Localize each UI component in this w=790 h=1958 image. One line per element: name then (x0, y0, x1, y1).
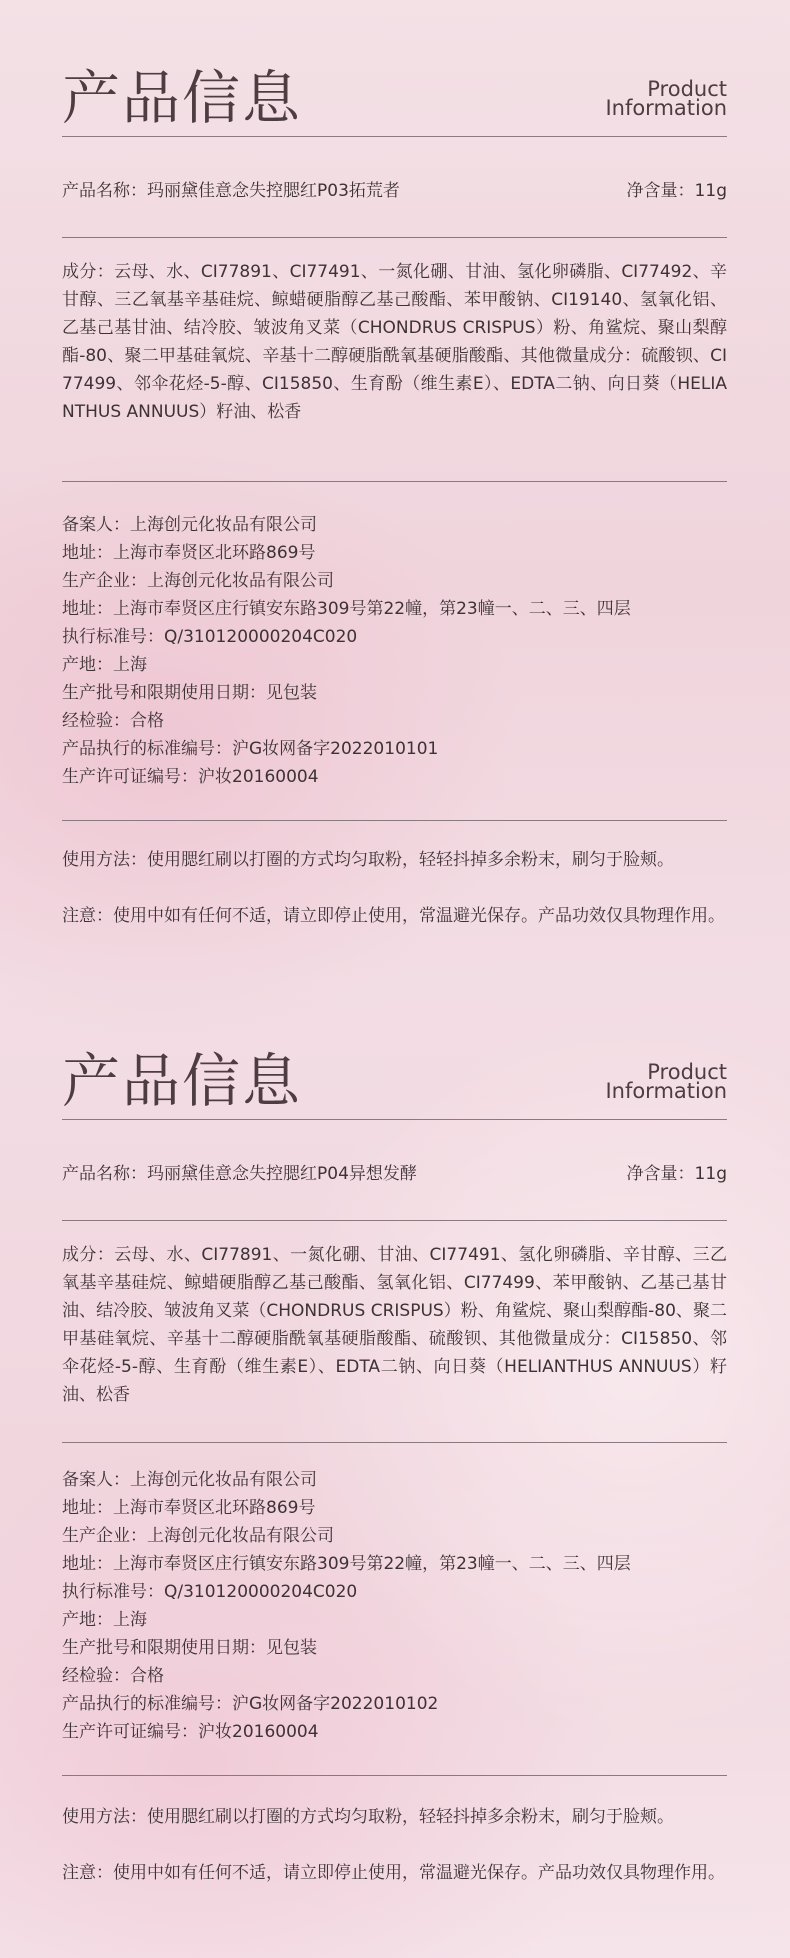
net-content: 净含量：11g (626, 181, 727, 201)
divider (62, 820, 727, 821)
section-header (62, 62, 727, 142)
info-line: 备案人：上海创元化妆品有限公司 (62, 515, 317, 535)
info-line: 地址：上海市奉贤区庄行镇安东路309号第22幢，第23幢一、二、三、四层 (62, 1554, 631, 1574)
caution-note: 注意：使用中如有任何不适，请立即停止使用，常温避光保存。产品功效仅具物理作用。 (62, 906, 725, 926)
info-line: 产地：上海 (62, 655, 147, 675)
info-line: 生产批号和限期使用日期：见包装 (62, 1638, 317, 1658)
divider (62, 1442, 727, 1443)
info-line: 生产企业：上海创元化妆品有限公司 (62, 1526, 334, 1546)
product-name: 产品名称：玛丽黛佳意念失控腮红P04异想发酵 (62, 1164, 417, 1184)
section-title-en: Product Information (605, 1060, 727, 1103)
info-line: 地址：上海市奉贤区北环路869号 (62, 543, 316, 563)
info-line: 执行标准号：Q/310120000204C020 (62, 1582, 358, 1602)
info-line: 地址：上海市奉贤区庄行镇安东路309号第22幢，第23幢一、二、三、四层 (62, 599, 631, 619)
info-line: 执行标准号：Q/310120000204C020 (62, 627, 358, 647)
info-line: 生产批号和限期使用日期：见包装 (62, 683, 317, 703)
divider (62, 1775, 727, 1776)
section-title: 产品信息 (62, 64, 303, 132)
caution-note: 注意：使用中如有任何不适，请立即停止使用，常温避光保存。产品功效仅具物理作用。 (62, 1863, 725, 1883)
registration-info (62, 511, 727, 791)
product-name: 产品名称：玛丽黛佳意念失控腮红P03拓荒者 (62, 181, 400, 201)
usage-instructions: 使用方法：使用腮红刷以打圈的方式均匀取粉，轻轻抖掉多余粉末，刷匀于脸颊。 (62, 850, 674, 870)
info-line: 产品执行的标准编号：沪G妆网备字2022010101 (62, 739, 439, 759)
info-line: 地址：上海市奉贤区北环路869号 (62, 1498, 316, 1518)
info-line: 生产许可证编号：沪妆20160004 (62, 767, 319, 787)
divider (62, 136, 727, 137)
info-line: 经检验：合格 (62, 1666, 164, 1686)
ingredients: 成分：云母、水、CI77891、CI77491、一氮化硼、甘油、氢化卵磷脂、CI77492、辛甘醇、三乙氧基辛基硅烷、鲸蜡硬脂醇乙基己酸酯、苯甲酸钠、CI19140、氢氧化铝、乙基己基甘油、结冷胶、皱波角叉菜（CHONDRUS CRISPUS）粉、角鲨烷、聚山梨醇酯-80、聚二甲基硅氧烷、辛基十二醇硬脂酰氧基硬脂酸酯、其他微量成分：硫酸钡、CI77499、邻伞花烃-5-醇、CI15850、生育酚（维生素E）、EDTA二钠、向日葵（HELIANTHUS ANNUUS）籽油、松香 (62, 262, 727, 422)
info-line: 生产许可证编号：沪妆20160004 (62, 1722, 319, 1742)
info-line: 产地：上海 (62, 1610, 147, 1630)
section-title-en: Product Information (605, 77, 727, 120)
info-line: 生产企业：上海创元化妆品有限公司 (62, 571, 334, 591)
usage-instructions: 使用方法：使用腮红刷以打圈的方式均匀取粉，轻轻抖掉多余粉末，刷匀于脸颊。 (62, 1807, 674, 1827)
registration-info (62, 1466, 727, 1746)
divider (62, 1220, 727, 1221)
divider (62, 237, 727, 238)
net-content: 净含量：11g (626, 1164, 727, 1184)
info-line: 备案人：上海创元化妆品有限公司 (62, 1470, 317, 1490)
section-header (62, 1045, 727, 1125)
divider (62, 1119, 727, 1120)
ingredients: 成分：云母、水、CI77891、一氮化硼、甘油、CI77491、氢化卵磷脂、辛甘醇、三乙氧基辛基硅烷、鲸蜡硬脂醇乙基己酸酯、氢氧化铝、CI77499、苯甲酸钠、乙基己基甘油、结冷胶、皱波角叉菜（CHONDRUS CRISPUS）粉、角鲨烷、聚山梨醇酯-80、聚二甲基硅氧烷、辛基十二醇硬脂酰氧基硬脂酸酯、硫酸钡、其他微量成分：CI15850、邻伞花烃-5-醇、生育酚（维生素E）、EDTA二钠、向日葵（HELIANTHUS ANNUUS）籽油、松香 (62, 1245, 727, 1405)
divider (62, 481, 727, 482)
info-line: 产品执行的标准编号：沪G妆网备字2022010102 (62, 1694, 439, 1714)
section-title: 产品信息 (62, 1047, 303, 1115)
info-line: 经检验：合格 (62, 711, 164, 731)
